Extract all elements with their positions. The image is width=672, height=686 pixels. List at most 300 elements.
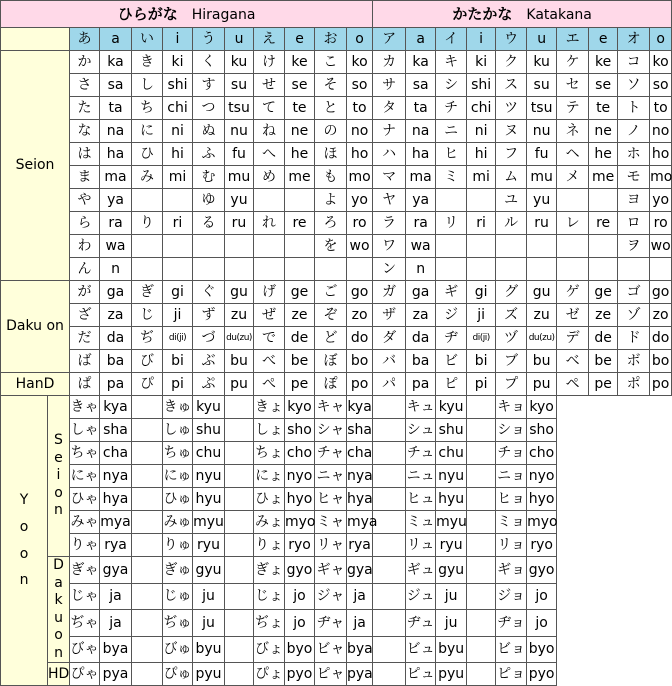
group-label-yoon-handakuon-text: HD [48, 665, 70, 682]
katakana-romaji-cell: shi [467, 74, 496, 97]
hiragana-yoon-kana-cell: ちゃ [70, 442, 100, 465]
hiragana-kana-cell: た [70, 97, 100, 120]
katakana-yoon-romaji-cell: gyu [436, 557, 467, 584]
katakana-romaji-cell: mo [650, 166, 672, 189]
katakana-kana-cell: ヲ [618, 235, 650, 258]
katakana-kana-cell: グ [496, 281, 527, 304]
katakana-yoon-kana-cell: ヂュ [406, 610, 436, 637]
katakana-kana-cell: ガ [373, 281, 406, 304]
katakana-yoon-kana-cell: シャ [315, 419, 347, 442]
table-row [1, 166, 672, 189]
katakana-yoon-romaji-cell: hyu [436, 488, 467, 511]
hiragana-yoon-kana-cell: きょ [254, 396, 285, 419]
hiragana-romaji-cell: ne [285, 120, 315, 143]
table-row [1, 97, 672, 120]
hiragana-yoon-kana-cell: じゃ [70, 583, 100, 610]
katakana-yoon-kana-cell: ピュ [406, 663, 436, 686]
katakana-romaji-cell: fu [527, 143, 557, 166]
hiragana-yoon-kana-cell: ちゅ [163, 442, 193, 465]
hiragana-romaji-cell: te [285, 97, 315, 120]
katakana-romaji-cell [467, 258, 496, 281]
katakana-romaji-cell: ke [589, 51, 618, 74]
group-label-yoon-seion [48, 396, 70, 557]
hiragana-romaji-cell: tsu [225, 97, 254, 120]
katakana-yoon-kana-cell: ヒャ [315, 488, 347, 511]
hiragana-romaji-cell: pu [225, 373, 254, 396]
katakana-yoon-romaji-cell: jo [527, 610, 557, 637]
hiragana-yoon-romaji-cell: cho [285, 442, 315, 465]
hiragana-kana-cell: ぞ [315, 304, 347, 327]
katakana-romaji-cell: za [406, 304, 436, 327]
hiragana-kana-cell: さ [70, 74, 100, 97]
hiragana-romaji-cell: ge [285, 281, 315, 304]
katakana-kana-cell: ヌ [496, 120, 527, 143]
katakana-kana-cell: ズ [496, 304, 527, 327]
hiragana-kana-cell: を [315, 235, 347, 258]
katakana-romaji-cell: ma [406, 166, 436, 189]
hiragana-romaji-cell [285, 235, 315, 258]
hiragana-romaji-cell: ni [163, 120, 193, 143]
katakana-kana-cell: ゼ [557, 304, 589, 327]
hiragana-yoon-romaji-cell: pyu [193, 663, 225, 686]
group-label-yoon-handakuon [48, 663, 70, 686]
hiragana-kana-cell: ぢ [132, 327, 163, 350]
hiragana-kana-cell: ず [193, 304, 225, 327]
katakana-romaji-cell: na [406, 120, 436, 143]
katakana-yoon-romaji-cell: bya [347, 636, 373, 663]
table-row [1, 663, 672, 686]
katakana-yoon-kana-cell: ヒュ [406, 488, 436, 511]
empty-cell [132, 583, 163, 610]
katakana-yoon-kana-cell: キョ [496, 396, 527, 419]
katakana-romaji-cell: no [650, 120, 672, 143]
empty-cell [373, 465, 406, 488]
hiragana-yoon-kana-cell: ぎゃ [70, 557, 100, 584]
hiragana-yoon-romaji-cell: mya [100, 511, 132, 534]
katakana-kana-cell: ン [373, 258, 406, 281]
hiragana-kana-cell: ど [315, 327, 347, 350]
katakana-yoon-romaji-cell: kya [347, 396, 373, 419]
hiragana-yoon-kana-cell: しゅ [163, 419, 193, 442]
hiragana-romaji-cell: ri [163, 212, 193, 235]
katakana-kana-cell: ナ [373, 120, 406, 143]
hiragana-romaji-cell: zo [347, 304, 373, 327]
katakana-kana-cell: ミ [436, 166, 467, 189]
katakana-kana-cell: メ [557, 166, 589, 189]
hiragana-kana-cell [193, 258, 225, 281]
katakana-kana-cell [436, 189, 467, 212]
katakana-romaji-cell: ko [650, 51, 672, 74]
katakana-romaji-cell: di(ji) [467, 327, 496, 350]
katakana-romaji-cell: mi [467, 166, 496, 189]
katakana-kana-cell [496, 258, 527, 281]
katakana-kana-cell: ザ [373, 304, 406, 327]
katakana-romaji-cell: wa [406, 235, 436, 258]
hiragana-romaji-cell: zu [225, 304, 254, 327]
hiragana-kana-cell: び [132, 350, 163, 373]
empty-cell [467, 610, 496, 637]
table-row [1, 350, 672, 373]
hiragana-romaji-cell: ro [347, 212, 373, 235]
katakana-yoon-romaji-cell: ryo [527, 534, 557, 557]
hiragana-header-kana: あ [70, 28, 100, 51]
katakana-romaji-cell: to [650, 97, 672, 120]
katakana-yoon-romaji-cell: hya [347, 488, 373, 511]
hiragana-kana-cell: ひ [132, 143, 163, 166]
hiragana-romaji-cell: ra [100, 212, 132, 235]
empty-cell [225, 442, 254, 465]
hiragana-romaji-cell: di(ji) [163, 327, 193, 350]
hiragana-romaji-cell: yu [225, 189, 254, 212]
katakana-romaji-cell: ru [527, 212, 557, 235]
empty-cell [373, 442, 406, 465]
table-row [1, 488, 672, 511]
empty-cell [467, 511, 496, 534]
hiragana-kana-cell: け [254, 51, 285, 74]
katakana-yoon-kana-cell: ニョ [496, 465, 527, 488]
hiragana-yoon-kana-cell: びゃ [70, 636, 100, 663]
group-label-handakuon: HanD [1, 373, 70, 396]
hiragana-kana-cell: き [132, 51, 163, 74]
empty-cell [373, 583, 406, 610]
katakana-kana-cell: セ [557, 74, 589, 97]
katakana-romaji-cell: ta [406, 97, 436, 120]
hiragana-yoon-kana-cell: しょ [254, 419, 285, 442]
katakana-romaji-cell: me [589, 166, 618, 189]
hiragana-romaji-cell [225, 258, 254, 281]
katakana-yoon-romaji-cell: rya [347, 534, 373, 557]
katakana-kana-cell: ダ [373, 327, 406, 350]
hiragana-yoon-kana-cell: ひゃ [70, 488, 100, 511]
katakana-romaji-cell: zo [650, 304, 672, 327]
hiragana-yoon-romaji-cell: byo [285, 636, 315, 663]
hiragana-yoon-kana-cell: びょ [254, 636, 285, 663]
empty-cell [467, 442, 496, 465]
katakana-yoon-kana-cell: ピャ [315, 663, 347, 686]
hiragana-romaji-cell: po [347, 373, 373, 396]
katakana-yoon-kana-cell: ビョ [496, 636, 527, 663]
hiragana-romaji-cell: ga [100, 281, 132, 304]
katakana-romaji-cell [467, 235, 496, 258]
empty-cell [373, 610, 406, 637]
katakana-romaji-cell: mu [527, 166, 557, 189]
hiragana-kana-cell: せ [254, 74, 285, 97]
group-label-yoon [1, 396, 48, 686]
empty-cell [132, 663, 163, 686]
katakana-yoon-romaji-cell: chu [436, 442, 467, 465]
katakana-kana-cell: ク [496, 51, 527, 74]
hiragana-romaji-cell: do [347, 327, 373, 350]
katakana-kana-cell: プ [496, 373, 527, 396]
katakana-romaji-cell: ra [406, 212, 436, 235]
katakana-yoon-romaji-cell: nyu [436, 465, 467, 488]
hiragana-kana-cell: じ [132, 304, 163, 327]
katakana-title-kana: かたかな [452, 4, 513, 23]
hiragana-kana-cell: ふ [193, 143, 225, 166]
katakana-yoon-kana-cell: ジュ [406, 583, 436, 610]
hiragana-yoon-kana-cell: にゅ [163, 465, 193, 488]
katakana-yoon-romaji-cell: kyu [436, 396, 467, 419]
katakana-kana-cell: デ [557, 327, 589, 350]
katakana-kana-cell: マ [373, 166, 406, 189]
hiragana-yoon-kana-cell: みょ [254, 511, 285, 534]
katakana-romaji-cell: du(zu) [527, 327, 557, 350]
hiragana-kana-cell: べ [254, 350, 285, 373]
hiragana-romaji-cell [163, 235, 193, 258]
hiragana-yoon-kana-cell: じょ [254, 583, 285, 610]
katakana-romaji-cell: se [589, 74, 618, 97]
table-row [1, 465, 672, 488]
hiragana-yoon-romaji-cell: chu [193, 442, 225, 465]
hiragana-yoon-romaji-cell: ja [100, 583, 132, 610]
hiragana-kana-cell [132, 235, 163, 258]
hiragana-yoon-romaji-cell: bya [100, 636, 132, 663]
empty-cell [467, 636, 496, 663]
hiragana-romaji-cell [285, 258, 315, 281]
katakana-romaji-cell [467, 189, 496, 212]
katakana-yoon-kana-cell: シュ [406, 419, 436, 442]
katakana-yoon-romaji-cell: myu [436, 511, 467, 534]
empty-cell [132, 610, 163, 637]
hiragana-romaji-cell: su [225, 74, 254, 97]
katakana-yoon-kana-cell: リャ [315, 534, 347, 557]
hiragana-romaji-cell: fu [225, 143, 254, 166]
katakana-kana-cell: ニ [436, 120, 467, 143]
table-row [1, 442, 672, 465]
katakana-romaji-cell: bi [467, 350, 496, 373]
hiragana-yoon-romaji-cell: ryu [193, 534, 225, 557]
hiragana-kana-cell: ぱ [70, 373, 100, 396]
katakana-romaji-cell: ne [589, 120, 618, 143]
katakana-yoon-kana-cell: ミョ [496, 511, 527, 534]
empty-cell [132, 465, 163, 488]
katakana-romaji-cell: tsu [527, 97, 557, 120]
empty-cell [467, 557, 496, 584]
katakana-romaji-cell: pi [467, 373, 496, 396]
katakana-kana-cell [557, 235, 589, 258]
empty-cell [225, 396, 254, 419]
katakana-kana-cell: タ [373, 97, 406, 120]
table-row [1, 258, 672, 281]
katakana-romaji-cell [589, 235, 618, 258]
hiragana-romaji-cell: ka [100, 51, 132, 74]
hiragana-yoon-kana-cell: ぢゅ [163, 610, 193, 637]
hiragana-yoon-romaji-cell: cha [100, 442, 132, 465]
hiragana-kana-cell: る [193, 212, 225, 235]
hiragana-yoon-kana-cell: びゅ [163, 636, 193, 663]
hiragana-romaji-cell: ho [347, 143, 373, 166]
katakana-yoon-romaji-cell: jo [527, 583, 557, 610]
table-row [1, 373, 672, 396]
katakana-romaji-cell: ba [406, 350, 436, 373]
empty-cell [467, 663, 496, 686]
hiragana-romaji-cell: pi [163, 373, 193, 396]
katakana-yoon-kana-cell: ギュ [406, 557, 436, 584]
hiragana-romaji-cell: za [100, 304, 132, 327]
hiragana-yoon-kana-cell: ぢゃ [70, 610, 100, 637]
katakana-romaji-cell: ni [467, 120, 496, 143]
katakana-kana-cell: ピ [436, 373, 467, 396]
katakana-kana-cell: ビ [436, 350, 467, 373]
empty-cell [225, 511, 254, 534]
hiragana-romaji-cell: se [285, 74, 315, 97]
hiragana-yoon-romaji-cell: pyo [285, 663, 315, 686]
katakana-romaji-cell: ro [650, 212, 672, 235]
table-row [1, 419, 672, 442]
empty-cell [373, 636, 406, 663]
table-row [1, 583, 672, 610]
empty-cell [225, 636, 254, 663]
empty-cell [132, 442, 163, 465]
empty-cell [467, 465, 496, 488]
empty-cell [467, 583, 496, 610]
hiragana-yoon-romaji-cell: jo [285, 610, 315, 637]
hiragana-kana-cell: ぼ [315, 350, 347, 373]
hiragana-romaji-cell: to [347, 97, 373, 120]
hiragana-yoon-romaji-cell: kya [100, 396, 132, 419]
hiragana-kana-cell: ち [132, 97, 163, 120]
katakana-kana-cell: ヤ [373, 189, 406, 212]
katakana-romaji-cell: pa [406, 373, 436, 396]
katakana-kana-cell: ボ [618, 350, 650, 373]
katakana-yoon-kana-cell: チュ [406, 442, 436, 465]
hiragana-yoon-romaji-cell: sho [285, 419, 315, 442]
hiragana-yoon-romaji-cell: nya [100, 465, 132, 488]
katakana-kana-cell: ネ [557, 120, 589, 143]
hiragana-kana-cell: ぽ [315, 373, 347, 396]
table-row [1, 120, 672, 143]
hiragana-yoon-romaji-cell: kyo [285, 396, 315, 419]
hiragana-kana-cell: ざ [70, 304, 100, 327]
hiragana-kana-cell: み [132, 166, 163, 189]
hiragana-romaji-cell: gu [225, 281, 254, 304]
katakana-kana-cell: ジ [436, 304, 467, 327]
hiragana-yoon-kana-cell: ひゅ [163, 488, 193, 511]
hiragana-romaji-cell: go [347, 281, 373, 304]
katakana-romaji-cell [527, 258, 557, 281]
katakana-kana-cell: サ [373, 74, 406, 97]
hiragana-romaji-cell: de [285, 327, 315, 350]
empty-cell [225, 488, 254, 511]
hiragana-romaji-cell: wo [347, 235, 373, 258]
katakana-kana-cell: バ [373, 350, 406, 373]
katakana-yoon-romaji-cell: hyo [527, 488, 557, 511]
hiragana-kana-cell: ぷ [193, 373, 225, 396]
katakana-kana-cell: キ [436, 51, 467, 74]
hiragana-romaji-cell: shi [163, 74, 193, 97]
katakana-yoon-romaji-cell: gya [347, 557, 373, 584]
katakana-romaji-cell [589, 258, 618, 281]
hiragana-yoon-romaji-cell: myu [193, 511, 225, 534]
table-row [1, 534, 672, 557]
hiragana-romaji-cell: me [285, 166, 315, 189]
katakana-yoon-kana-cell: リョ [496, 534, 527, 557]
katakana-kana-cell: レ [557, 212, 589, 235]
katakana-romaji-cell [650, 258, 672, 281]
empty-cell [225, 557, 254, 584]
katakana-yoon-romaji-cell: ja [347, 610, 373, 637]
empty-cell [373, 488, 406, 511]
katakana-romaji-cell: re [589, 212, 618, 235]
hiragana-kana-cell: ね [254, 120, 285, 143]
hiragana-yoon-romaji-cell: myo [285, 511, 315, 534]
katakana-kana-cell: テ [557, 97, 589, 120]
hiragana-yoon-kana-cell: ちょ [254, 442, 285, 465]
empty-cell [132, 557, 163, 584]
katakana-yoon-kana-cell: ジョ [496, 583, 527, 610]
katakana-yoon-kana-cell: ショ [496, 419, 527, 442]
hiragana-yoon-romaji-cell: shu [193, 419, 225, 442]
katakana-yoon-romaji-cell: nya [347, 465, 373, 488]
katakana-kana-cell: ケ [557, 51, 589, 74]
katakana-yoon-kana-cell: ヂョ [496, 610, 527, 637]
katakana-kana-cell: ギ [436, 281, 467, 304]
hiragana-yoon-romaji-cell: nyu [193, 465, 225, 488]
hiragana-romaji-cell: sa [100, 74, 132, 97]
hiragana-kana-cell: し [132, 74, 163, 97]
katakana-romaji-cell: ka [406, 51, 436, 74]
katakana-romaji-cell: te [589, 97, 618, 120]
empty-cell [467, 488, 496, 511]
katakana-header-romaji: i [467, 28, 496, 51]
katakana-yoon-romaji-cell: byu [436, 636, 467, 663]
hiragana-romaji-cell: gi [163, 281, 193, 304]
empty-cell [225, 465, 254, 488]
hiragana-romaji-cell: bu [225, 350, 254, 373]
katakana-kana-cell: ヨ [618, 189, 650, 212]
hiragana-kana-cell: が [70, 281, 100, 304]
katakana-romaji-cell: nu [527, 120, 557, 143]
hiragana-kana-cell: こ [315, 51, 347, 74]
hiragana-kana-cell: か [70, 51, 100, 74]
hiragana-kana-cell: ぜ [254, 304, 285, 327]
katakana-yoon-kana-cell: ビャ [315, 636, 347, 663]
katakana-kana-cell: ユ [496, 189, 527, 212]
hiragana-kana-cell: つ [193, 97, 225, 120]
katakana-kana-cell: ヅ [496, 327, 527, 350]
katakana-kana-cell [557, 258, 589, 281]
katakana-romaji-cell: gi [467, 281, 496, 304]
katakana-romaji-cell: do [650, 327, 672, 350]
katakana-yoon-romaji-cell: cho [527, 442, 557, 465]
hiragana-yoon-romaji-cell: nyo [285, 465, 315, 488]
hiragana-romaji-cell: ma [100, 166, 132, 189]
group-label-dakuon: Daku on [1, 281, 70, 373]
katakana-kana-cell: ゾ [618, 304, 650, 327]
katakana-kana-cell [436, 258, 467, 281]
katakana-romaji-cell: wo [650, 235, 672, 258]
katakana-yoon-romaji-cell: byo [527, 636, 557, 663]
katakana-romaji-cell: yu [527, 189, 557, 212]
hiragana-kana-cell: ぴ [132, 373, 163, 396]
katakana-kana-cell: ブ [496, 350, 527, 373]
katakana-romaji-cell: sa [406, 74, 436, 97]
hiragana-romaji-cell: ya [100, 189, 132, 212]
empty-cell [373, 534, 406, 557]
empty-cell [373, 419, 406, 442]
katakana-romaji-cell: ki [467, 51, 496, 74]
table-row [1, 304, 672, 327]
hiragana-yoon-romaji-cell: rya [100, 534, 132, 557]
hiragana-romaji-cell [347, 258, 373, 281]
katakana-header-kana: オ [618, 28, 650, 51]
hiragana-yoon-kana-cell: ひょ [254, 488, 285, 511]
katakana-yoon-romaji-cell: sha [347, 419, 373, 442]
hiragana-kana-cell: ぶ [193, 350, 225, 373]
hiragana-header-romaji: e [285, 28, 315, 51]
hiragana-romaji-cell: be [285, 350, 315, 373]
katakana-romaji-cell [589, 189, 618, 212]
